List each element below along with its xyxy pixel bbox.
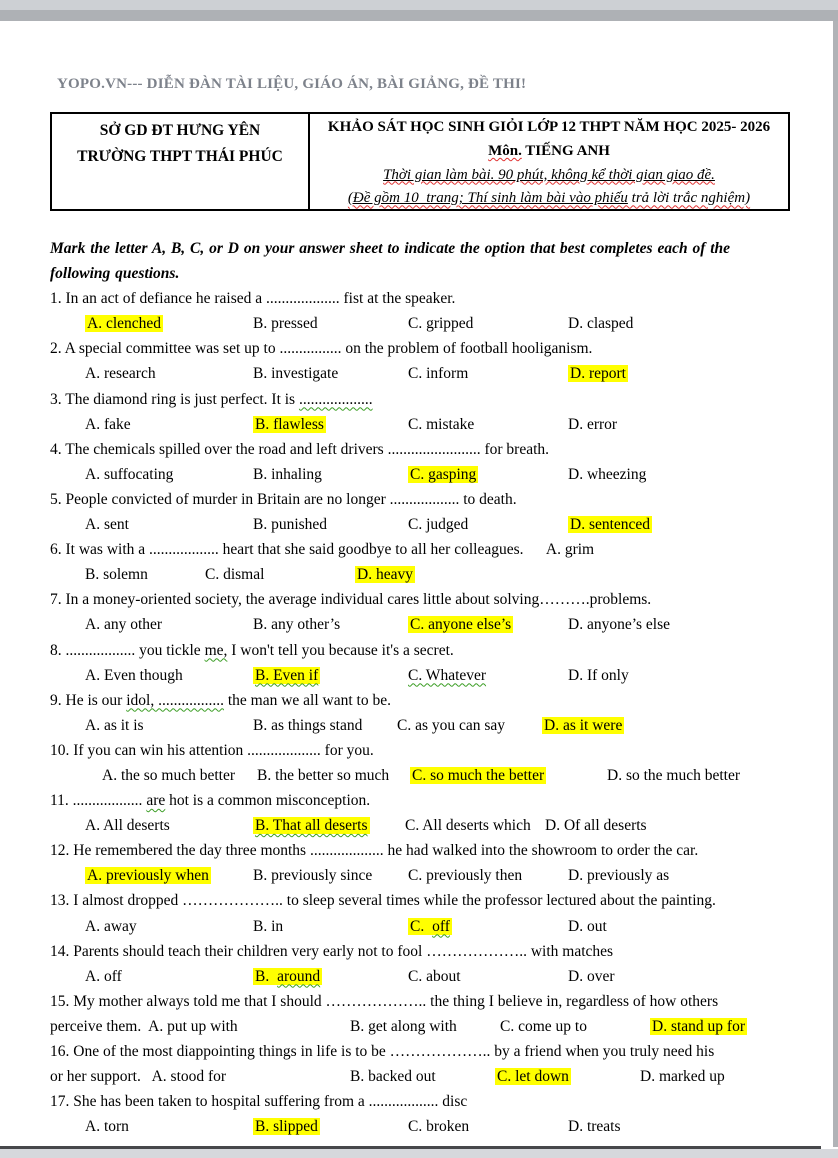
question-stem (50, 788, 795, 813)
text-cell (85, 562, 205, 587)
text-cell (350, 1064, 495, 1089)
text-segment: B. investigate (253, 365, 339, 383)
answer-highlight (275, 968, 322, 985)
text-segment: B. inhaling (253, 465, 322, 483)
text-segment: TIẾNG ANH (521, 142, 610, 159)
question-stem (50, 1089, 795, 1114)
answer-highlight (253, 817, 370, 834)
text-cell (205, 562, 355, 587)
text-segment: B. as things stand (253, 716, 363, 734)
text-cell (50, 638, 454, 663)
text-cell (495, 1064, 640, 1089)
exam-info-table (50, 112, 790, 211)
text-segment: C. come up to (500, 1017, 587, 1035)
text-cell (85, 462, 253, 487)
text-segment (383, 167, 715, 183)
text-segment: C. inform (408, 365, 469, 383)
text-segment: B. backed out (350, 1068, 436, 1086)
question-options (50, 462, 795, 487)
text-segment: 11. .................. (50, 792, 147, 810)
text-cell (50, 788, 370, 813)
text-segment (205, 642, 228, 659)
text-segment: 5. People convicted of murder in Britain are no longer .................. to death. (50, 490, 517, 508)
text-cell (500, 1014, 650, 1039)
answer-highlight: C. so much the better (412, 766, 545, 784)
text-cell (408, 663, 568, 688)
text-segment: A. as it is (85, 716, 144, 734)
text-segment: or her support. A. stood for (50, 1068, 227, 1086)
text-cell (50, 236, 730, 261)
text-cell (408, 964, 568, 989)
text-segment: C. All deserts which (405, 817, 531, 835)
text-cell (85, 863, 253, 888)
watermark-header: YOPO.VN--- DIỄN ĐÀN TÀI LIỆU, GIÁO ÁN, BÀI GIẢNG, ĐỀ THI! (57, 76, 527, 92)
text-segment: A. research (85, 365, 156, 383)
text-cell (50, 587, 651, 612)
spellcheck-squiggle: B. Even if (255, 666, 319, 684)
answer-highlight: C. (410, 917, 429, 935)
text-segment: 2. A special committee was set up to ................ on the problem of football hooliganism. (50, 340, 593, 358)
text-segment: A. torn (85, 1118, 129, 1136)
text-cell (50, 1039, 714, 1064)
text-cell (50, 537, 594, 562)
text-cell (50, 738, 374, 763)
text-cell (102, 763, 257, 788)
text-cell (85, 914, 253, 939)
text-segment: C. mistake (408, 415, 475, 433)
spellcheck-squiggle: B. That all deserts (255, 817, 368, 835)
question-options (50, 1064, 795, 1089)
question-stem (50, 437, 795, 462)
text-segment: 17. She has been taken to hospital suffering from a .................. disc (50, 1093, 468, 1111)
question-stem (50, 1039, 795, 1064)
viewer-top-band-light (0, 0, 838, 10)
text-cell (350, 1014, 500, 1039)
text-cell (253, 713, 397, 738)
answer-highlight: A. previously when (87, 867, 209, 885)
question-options (50, 964, 795, 989)
question-options (50, 663, 795, 688)
text-cell (545, 813, 647, 838)
text-segment: C. broken (408, 1118, 470, 1136)
answer-highlight: B. flawless (255, 415, 324, 433)
text-cell (253, 612, 408, 637)
text-segment: 16. One of the most diappointing things in life is to be ……………….. by a friend when you truly need his (50, 1043, 715, 1060)
question-options (50, 863, 795, 888)
question-options (50, 1014, 795, 1039)
text-segment: B. in (253, 917, 284, 935)
text-cell (253, 462, 408, 487)
text-cell (253, 964, 408, 989)
text-cell (50, 487, 517, 512)
text-segment: C. judged (408, 516, 469, 534)
exam-info-line (310, 164, 788, 188)
question-stem (50, 939, 795, 964)
text-cell (410, 763, 607, 788)
question-stem (50, 537, 795, 562)
instructions-line (50, 261, 795, 286)
text-cell (85, 612, 253, 637)
text-cell (397, 713, 542, 738)
text-cell (253, 863, 408, 888)
text-cell (85, 663, 253, 688)
text-segment: 3. The diamond ring is just perfect. It is (50, 390, 299, 408)
text-cell (253, 412, 408, 437)
text-segment: 14. Parents should teach their children very early not to fool ……………….. with matches (50, 942, 614, 960)
question-stem (50, 336, 795, 361)
question-options (50, 713, 795, 738)
text-cell (85, 512, 253, 537)
text-segment: A. suffocating (85, 465, 174, 483)
text-cell (50, 1064, 350, 1089)
text-segment: 13. I almost dropped ……………….. to sleep several times while the professor lectured about the painting. (50, 892, 716, 910)
text-segment: 10. If you can win his attention ................... for you. (50, 741, 374, 759)
answer-highlight: B. (255, 967, 274, 985)
text-cell (542, 713, 624, 738)
exam-info-line (310, 116, 788, 140)
text-segment (299, 391, 373, 408)
question-options (50, 512, 795, 537)
text-segment: D. out (568, 917, 607, 935)
exam-info-line (310, 140, 788, 164)
question-options (50, 813, 795, 838)
exam-body (50, 236, 795, 1139)
question-stem (50, 487, 795, 512)
text-segment: D. Of all deserts (545, 817, 647, 835)
text-cell (85, 361, 253, 386)
spellcheck-squiggle: (Đề gồm 10 trang; Thí sinh làm bài vào phiếu (347, 190, 628, 207)
text-cell (50, 989, 718, 1014)
text-segment: A. away (85, 917, 137, 935)
text-cell (568, 1114, 621, 1139)
answer-highlight: A. clenched (87, 315, 162, 333)
school-authority: SỞ GD ĐT HƯNG YÊN (99, 122, 261, 139)
spellcheck-squiggle: me, (204, 641, 228, 659)
text-cell (408, 914, 568, 939)
text-segment: B. previously since (253, 867, 373, 885)
question-stem (50, 587, 795, 612)
text-segment: D. If only (568, 666, 629, 684)
spellcheck-squiggle: off (432, 917, 450, 935)
text-cell (408, 612, 568, 637)
text-cell (50, 939, 613, 964)
text-cell (408, 412, 568, 437)
instructions-line (50, 236, 795, 261)
text-cell (650, 1014, 747, 1039)
text-segment: A. All deserts (85, 817, 170, 835)
text-segment: 4. The chemicals spilled over the road and left drivers ........................ for breath. (50, 440, 550, 458)
text-segment (348, 190, 628, 206)
text-cell (568, 412, 617, 437)
text-cell (85, 311, 253, 336)
text-cell (408, 1114, 568, 1139)
answer-highlight: C. anyone else’s (410, 616, 512, 634)
text-segment: perceive them. A. put up with (50, 1017, 238, 1035)
text-cell (257, 763, 410, 788)
question-options (50, 311, 795, 336)
question-stem (50, 838, 795, 863)
answer-highlight (253, 667, 320, 684)
text-cell (355, 562, 415, 587)
answer-highlight: D. stand up for (652, 1017, 745, 1035)
text-cell (568, 863, 669, 888)
question-stem (50, 738, 795, 763)
question-options (50, 612, 795, 637)
exam-info-line (310, 187, 788, 209)
text-segment: B. pressed (253, 315, 318, 333)
text-segment: D. anyone’s else (568, 616, 671, 634)
text-segment: B. any other’s (253, 616, 341, 634)
text-segment: D. previously as (568, 867, 670, 885)
text-cell (568, 914, 607, 939)
text-segment: 8. .................. you tickle (50, 641, 205, 659)
spellcheck-squiggle: around (277, 967, 321, 985)
text-segment: A. any other (85, 616, 163, 634)
spellcheck-squiggle: idol, ................. (126, 691, 224, 709)
text-segment: D. so the much better (607, 766, 741, 784)
text-cell (408, 863, 568, 888)
text-segment: Mark the letter A, B, C, or D on your answer sheet to indicate the option that best completes each of the (50, 240, 731, 257)
text-segment (628, 190, 750, 206)
text-cell (253, 361, 408, 386)
text-cell (568, 311, 633, 336)
text-cell (405, 813, 545, 838)
text-segment: 7. In a money-oriented society, the average individual cares little about solving……….problems. (50, 591, 652, 609)
text-cell (85, 713, 253, 738)
answer-highlight: D. as it were (544, 716, 623, 734)
text-cell (253, 914, 408, 939)
question-stem (50, 286, 795, 311)
answer-highlight (430, 918, 452, 935)
text-cell (50, 286, 455, 311)
text-segment (126, 692, 224, 709)
text-cell (50, 336, 592, 361)
text-segment: A. fake (85, 415, 131, 433)
text-segment: D. clasped (568, 315, 634, 333)
text-cell (568, 663, 629, 688)
text-segment: D. error (568, 415, 618, 433)
question-stem (50, 638, 795, 663)
text-segment (408, 667, 486, 684)
text-cell (568, 361, 628, 386)
text-segment: the man we all want to be. (223, 691, 391, 709)
text-segment: B. the better so much (257, 766, 390, 784)
text-cell (640, 1064, 725, 1089)
text-segment: 12. He remembered the day three months ................... he had walked into the showroom to order the car. (50, 842, 699, 860)
answer-highlight: D. report (570, 365, 626, 383)
text-segment: D. marked up (640, 1068, 725, 1086)
answer-highlight: C. gasping (410, 465, 477, 483)
text-segment: D. over (568, 967, 615, 985)
text-cell (50, 688, 391, 713)
text-cell (85, 1114, 253, 1139)
text-segment: following questions. (50, 265, 180, 283)
text-cell (50, 1089, 467, 1114)
answer-highlight: B. slipped (255, 1118, 318, 1136)
spellcheck-squiggle: C. Whatever (408, 666, 487, 684)
text-cell (50, 1014, 350, 1039)
spellcheck-squiggle: Môn. (488, 142, 522, 159)
text-cell (50, 387, 373, 412)
text-segment (146, 792, 165, 809)
text-segment (488, 143, 522, 159)
text-cell (568, 964, 615, 989)
text-cell (568, 612, 670, 637)
text-segment: B. punished (253, 516, 328, 534)
text-segment: D. treats (568, 1118, 621, 1136)
text-segment: B. get along with (350, 1017, 457, 1035)
text-cell (85, 964, 253, 989)
school-name: TRƯỜNG THPT THÁI PHÚC (77, 148, 283, 165)
text-segment: C. about (408, 967, 461, 985)
viewer-bottom-strip (0, 1149, 838, 1158)
spellcheck-squiggle: are (146, 792, 166, 810)
answer-highlight: D. sentenced (570, 516, 651, 534)
answer-highlight: D. heavy (357, 566, 413, 584)
question-options (50, 412, 795, 437)
text-cell (253, 1114, 408, 1139)
text-cell (253, 813, 405, 838)
text-cell (50, 261, 179, 286)
text-cell (568, 512, 652, 537)
text-segment: A. Even though (85, 666, 183, 684)
text-cell (85, 813, 253, 838)
text-cell (568, 462, 646, 487)
text-cell (253, 311, 408, 336)
text-segment: 6. It was with a .................. heart that she said goodbye to all her colleagues. A. grim (50, 541, 595, 559)
exam-info-right (310, 114, 788, 209)
text-segment: A. sent (85, 516, 129, 534)
text-segment: C. previously then (408, 867, 523, 885)
spellcheck-squiggle: trả lời trắc nghiệm) (627, 190, 751, 207)
text-cell (253, 512, 408, 537)
text-segment: 1. In an act of defiance he raised a ................... fist at the speaker. (50, 290, 456, 308)
viewer-top-band-dark (0, 10, 838, 21)
text-segment: C. gripped (408, 315, 474, 333)
text-segment: 15. My mother always told me that I should ……………….. the thing I believe in, regardless of how others (50, 992, 719, 1010)
text-segment: I won't tell you because it's a secret. (227, 641, 454, 659)
text-cell (408, 512, 568, 537)
exam-info-left (52, 114, 310, 209)
text-segment: A. the so much better (102, 766, 236, 784)
text-segment: 9. He is our (50, 691, 127, 709)
text-segment: D. wheezing (568, 465, 647, 483)
text-cell (607, 763, 740, 788)
text-segment: C. as you can say (397, 716, 506, 734)
text-segment: A. off (85, 967, 122, 985)
text-segment: C. dismal (205, 566, 265, 584)
text-segment: B. solemn (85, 566, 148, 584)
spellcheck-squiggle: Thời gian làm bài. 90 phút, không kể thời gian giao đề. (383, 166, 715, 183)
question-options (50, 1114, 795, 1139)
text-cell (50, 888, 716, 913)
text-cell (253, 663, 408, 688)
text-segment: hot is a common misconception. (165, 792, 371, 810)
text-cell (408, 311, 568, 336)
text-cell (408, 361, 568, 386)
question-stem (50, 888, 795, 913)
question-options (50, 914, 795, 939)
text-cell (85, 412, 253, 437)
question-stem (50, 688, 795, 713)
spellcheck-squiggle: ................... (298, 390, 373, 408)
question-options (50, 361, 795, 386)
question-stem (50, 989, 795, 1014)
question-stem (50, 387, 795, 412)
text-segment: KHẢO SÁT HỌC SINH GIỎI LỚP 12 THPT NĂM HỌC 2025- 2026 (327, 119, 771, 135)
question-options (50, 562, 795, 587)
answer-highlight: C. let down (497, 1068, 569, 1086)
text-cell (50, 437, 549, 462)
page-right-margin (833, 21, 838, 1147)
question-options (50, 763, 795, 788)
text-cell (408, 462, 568, 487)
text-cell (50, 838, 698, 863)
